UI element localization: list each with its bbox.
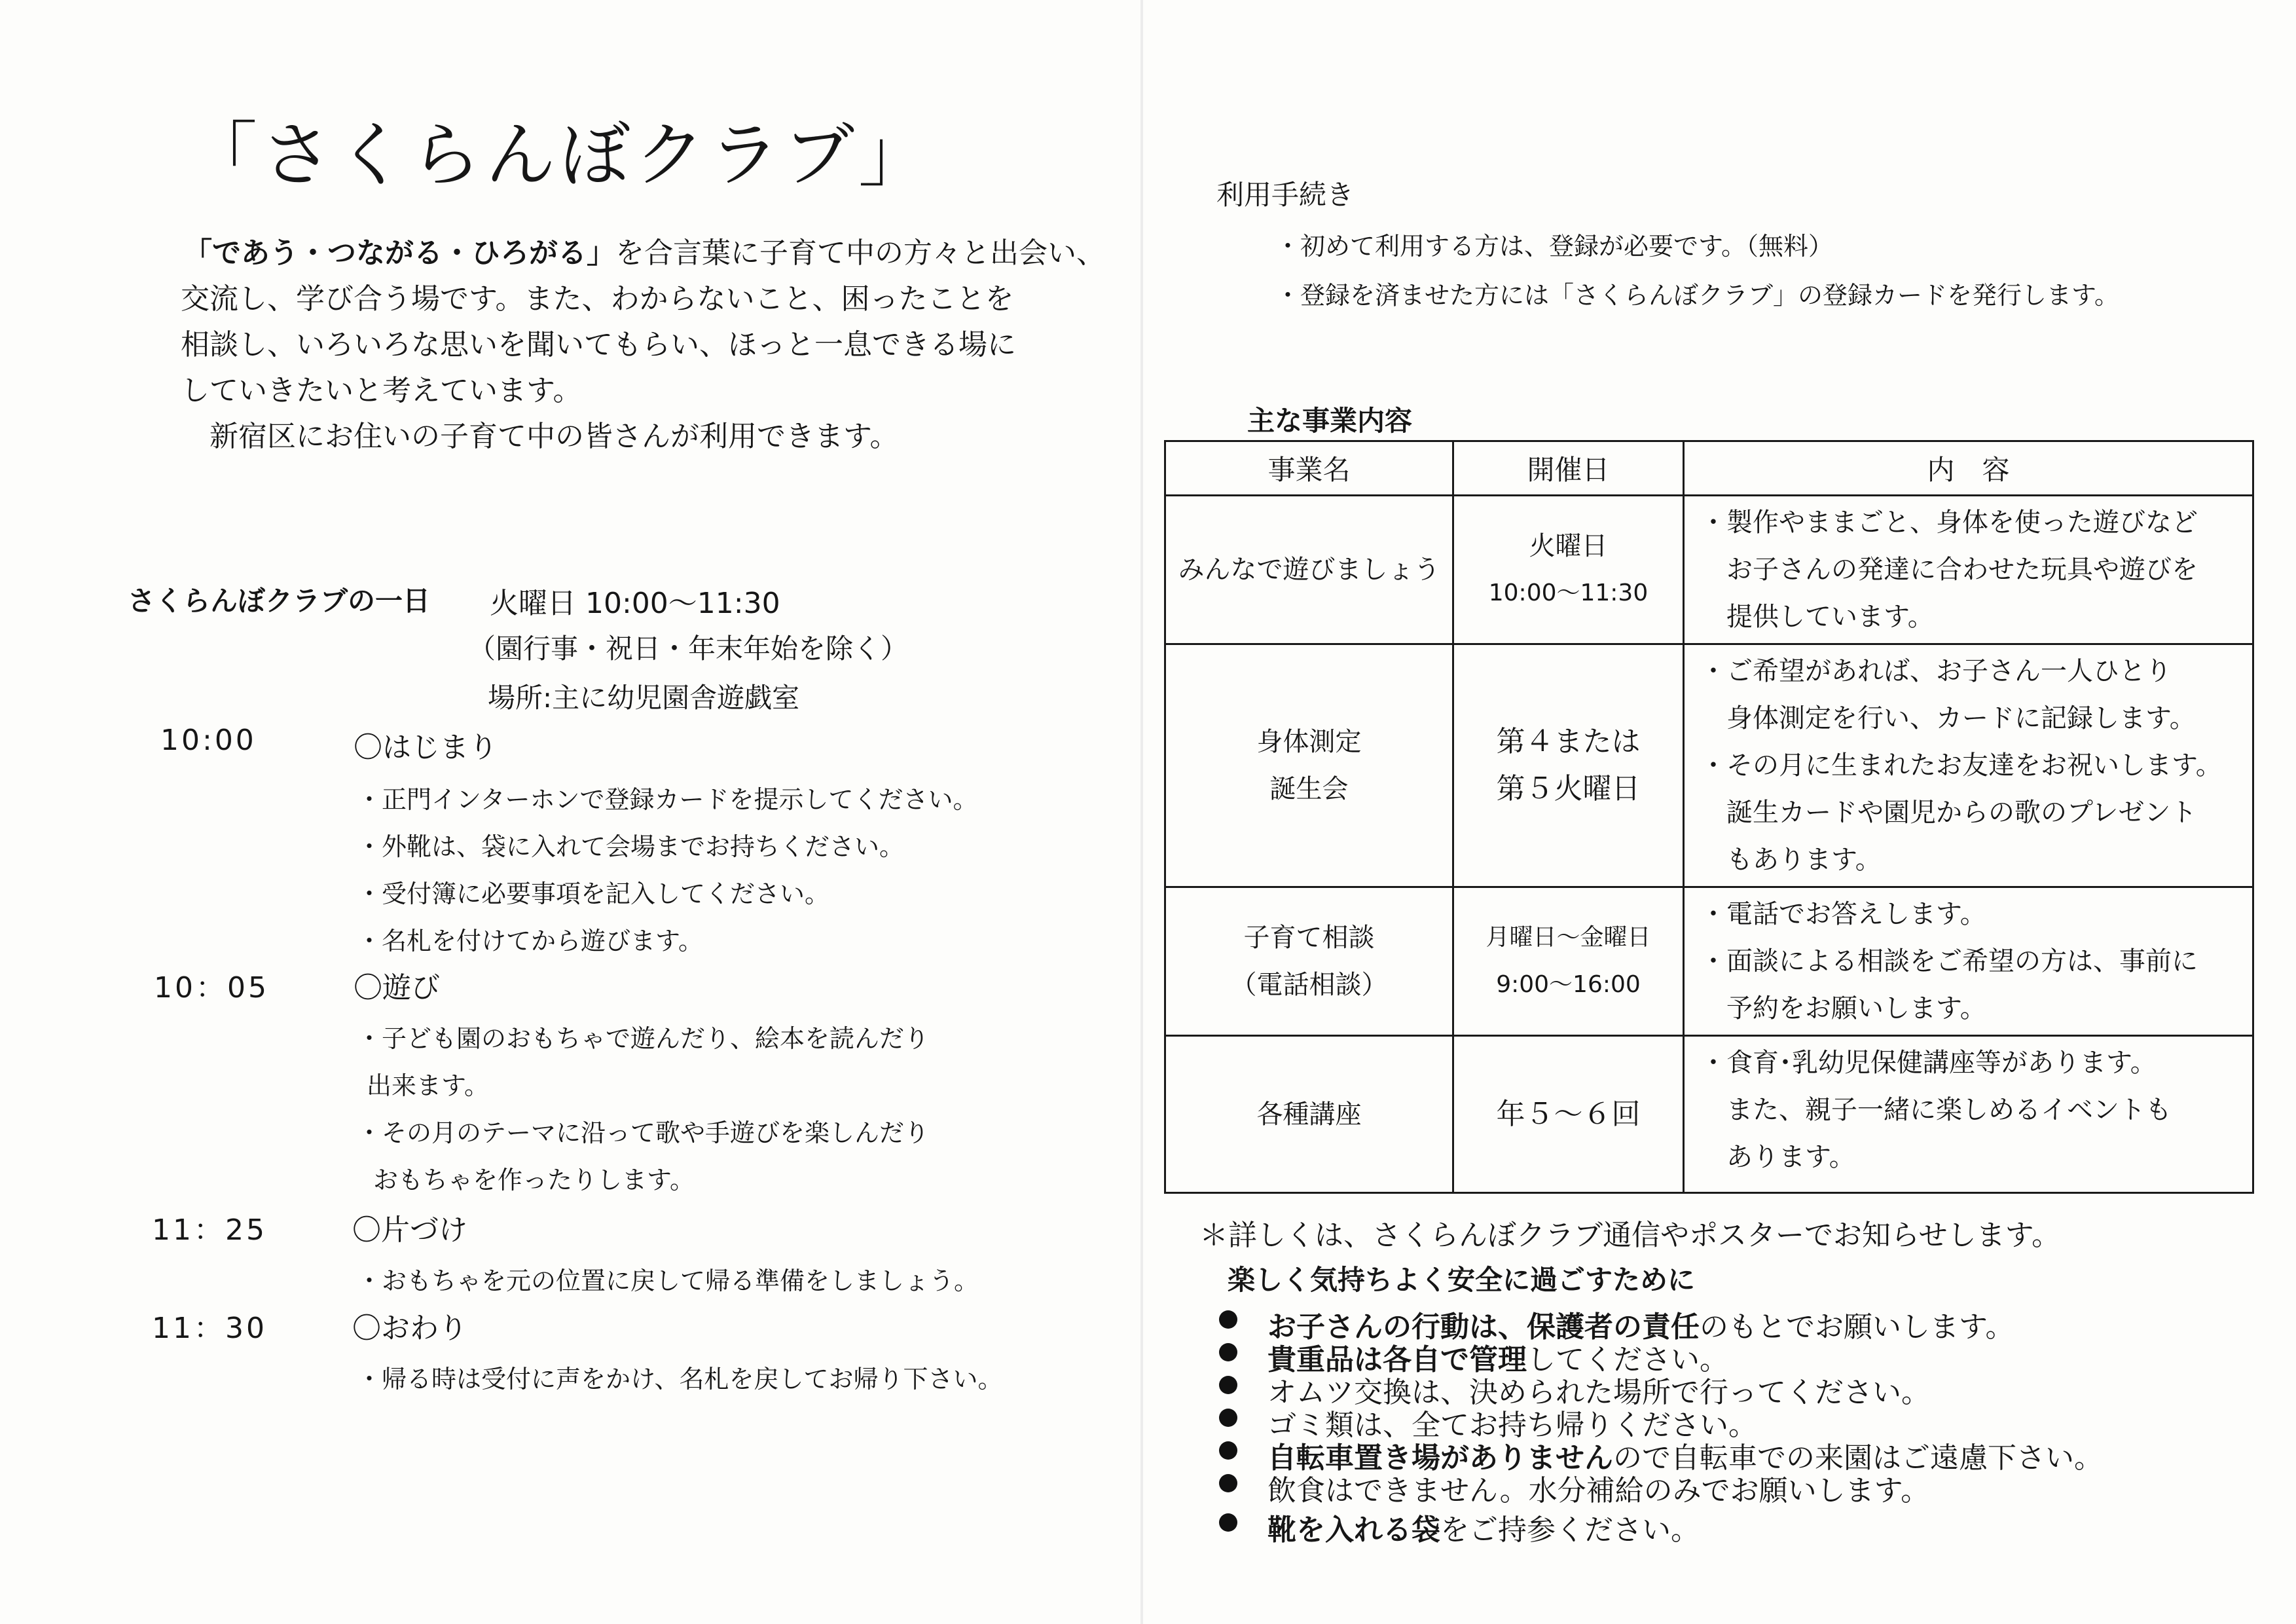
rule-emphasis: お子さんの行動は、保護者の責任 — [1267, 1310, 1700, 1344]
cell-line: ・ご希望があれば、お子さん一人ひとり — [1700, 656, 2172, 686]
procedure-item: ・登録を済ませた方には「さくらんぼクラブ」の登録カードを発行します。 — [1275, 281, 2119, 310]
cell-line: あります。 — [1700, 1142, 1855, 1172]
cell-line: 月曜日～金曜日 — [1485, 924, 1651, 951]
schedule-time: 11：25 — [152, 1213, 267, 1247]
cell-line: ・電話でお答えします。 — [1700, 899, 1986, 929]
business-name — [1165, 496, 1453, 644]
cell-line: 誕生会 — [1269, 774, 1349, 804]
schedule-time: 11：30 — [152, 1312, 267, 1345]
schedule-note: 出来ます。 — [367, 1071, 489, 1100]
intro-line: 新宿区にお住いの子育て中の皆さんが利用できます。 — [210, 420, 899, 453]
schedule-note: ・名札を付けてから遊びます。 — [357, 927, 703, 955]
business-name — [1165, 887, 1453, 1036]
schedule-note: ・子ども園のおもちゃで遊んだり、絵本を読んだり — [357, 1024, 930, 1053]
business-heading: 主な事業内容 — [1247, 405, 1413, 437]
schedule-note: ・外靴は、袋に入れて会場までお持ちください。 — [357, 832, 905, 861]
rule-text: のもとでお願いします。 — [1700, 1310, 2014, 1344]
procedure-item: ・初めて利用する方は、登録が必要です。（無料） — [1275, 232, 1833, 261]
intro-line: を合言葉に子育て中の方々と出会い、 — [615, 236, 1105, 270]
cell-line: 9:00～16:00 — [1496, 971, 1641, 998]
business-date — [1453, 644, 1684, 887]
intro-text — [183, 231, 1105, 460]
table-header-row — [1165, 441, 2253, 496]
schedule-note: ・帰る時は受付に声をかけ、名札を戻してお帰り下さい。 — [357, 1365, 1003, 1393]
page-title: 「さくらんぼクラブ」 — [187, 115, 934, 196]
day-time: 火曜日 10:00～11:30 — [490, 587, 780, 620]
cell-line: 提供しています。 — [1700, 602, 1934, 632]
intro-line: していきたいと考えています。 — [181, 374, 582, 407]
business-date — [1453, 496, 1684, 644]
page-fold — [1140, 0, 1143, 1624]
cell-line: みんなで遊びましょう — [1178, 555, 1440, 585]
cell-line: 火曜日 — [1529, 531, 1608, 561]
rule-text: ゴミ類は、全てお持ち帰りください。 — [1267, 1409, 1757, 1442]
cell-line: ・その月に生まれたお友達をお祝いします。 — [1700, 750, 2222, 781]
rule-emphasis: 貴重品は各自で管理 — [1267, 1343, 1527, 1376]
table-row — [1165, 644, 2253, 887]
schedule-note: おもちゃを作ったりします。 — [373, 1166, 695, 1194]
rule-text: 飲食はできません。水分補給のみでお願いします。 — [1267, 1474, 1930, 1507]
bullet-icon — [1219, 1343, 1237, 1361]
bullet-icon — [1219, 1409, 1237, 1427]
detail-note: ＊詳しくは、さくらんぼクラブ通信やポスターでお知らせします。 — [1199, 1219, 2061, 1252]
rule-text: をご持参ください。 — [1440, 1513, 1700, 1547]
cell-line: 年５～６回 — [1496, 1097, 1641, 1131]
schedule-time: 10：05 — [154, 971, 269, 1005]
schedule-label: 〇おわり — [352, 1312, 467, 1345]
schedule-note: ・受付簿に必要事項を記入してください。 — [357, 879, 830, 908]
business-name — [1165, 644, 1453, 887]
intro-line: 交流し、学び合う場です。また、わからないこと、困ったことを — [181, 282, 1014, 316]
cell-line: もあります。 — [1700, 845, 1882, 875]
business-content — [1684, 887, 2253, 1036]
table-row — [1165, 1036, 2253, 1193]
bullet-icon — [1219, 1474, 1237, 1492]
table-row — [1165, 496, 2253, 644]
cell-line: 身体測定を行い、カードに記録します。 — [1700, 703, 2196, 733]
schedule-note: ・おもちゃを元の位置に戻して帰る準備をしましょう。 — [357, 1266, 979, 1295]
schedule-label: 〇はじまり — [354, 731, 498, 764]
intro-line: 相談し、いろいろな思いを聞いてもらい、ほっと一息できる場に — [181, 328, 1016, 361]
schedule-label: 〇遊び — [354, 971, 440, 1005]
procedure-heading: 利用手続き — [1216, 179, 1355, 211]
cell-line: 誕生カードや園児からの歌のプレゼント — [1700, 798, 2197, 828]
cell-line: 10:00～11:30 — [1488, 580, 1649, 606]
column-header: 内 容 — [1684, 441, 2253, 496]
cell-line: ・面談による相談をご希望の方は、事前に — [1700, 946, 2198, 976]
bullet-icon — [1219, 1441, 1237, 1460]
bullet-icon — [1219, 1310, 1237, 1329]
schedule-time: 10:00 — [160, 724, 257, 757]
cell-line: 第５火曜日 — [1496, 772, 1641, 805]
cell-line: 身体測定 — [1256, 727, 1362, 757]
rule-text: オムツ交換は、決められた場所で行ってください。 — [1267, 1376, 1930, 1409]
cell-line: ・製作やままごと、身体を使った遊びなど — [1700, 507, 2198, 538]
business-date — [1453, 1036, 1684, 1193]
business-content — [1684, 644, 2253, 887]
bullet-icon — [1219, 1513, 1237, 1532]
schedule-note: ・正門インターホンで登録カードを提示してください。 — [357, 785, 978, 814]
schedule-note: ・その月のテーマに沿って歌や手遊びを楽しんだり — [357, 1118, 930, 1147]
rule-text: してください。 — [1527, 1343, 1728, 1376]
table-row — [1165, 887, 2253, 1036]
cell-line: ・食育･乳幼児保健講座等があります。 — [1700, 1048, 2157, 1078]
business-content — [1684, 496, 2253, 644]
cell-line: 第４または — [1496, 725, 1641, 758]
schedule-label: 〇片づけ — [352, 1213, 467, 1247]
cell-line: 子育て相談 — [1243, 923, 1375, 953]
business-date — [1453, 887, 1684, 1036]
business-name — [1165, 1036, 1453, 1193]
cell-line: お子さんの発達に合わせた玩具や遊びを — [1700, 555, 2198, 585]
motto: 「であう・つながる・ひろがる」 — [183, 236, 615, 270]
day-place: 場所:主に幼児園舎遊戯室 — [488, 682, 800, 714]
day-heading: さくらんぼクラブの一日 — [128, 585, 431, 617]
rule-text: ので自転車での来園はご遠慮下さい。 — [1613, 1441, 2103, 1475]
safety-heading: 楽しく気持ちよく安全に過ごすために — [1228, 1264, 1696, 1296]
cell-line: 予約をお願いします。 — [1700, 993, 1986, 1024]
rule-emphasis: 靴を入れる袋 — [1267, 1513, 1440, 1547]
cell-line: 各種講座 — [1256, 1099, 1362, 1130]
business-content — [1684, 1036, 2253, 1193]
cell-line: （電話相談） — [1230, 970, 1388, 1000]
column-header: 事業名 — [1165, 441, 1453, 496]
business-table — [1164, 440, 2254, 1194]
rule-emphasis: 自転車置き場がありません — [1267, 1441, 1613, 1475]
day-exclude: （園行事・祝日・年末年始を除く） — [468, 633, 909, 665]
cell-line: また、親子一緒に楽しめるイベントも — [1700, 1095, 2172, 1125]
bullet-icon — [1219, 1376, 1237, 1394]
column-header: 開催日 — [1453, 441, 1684, 496]
